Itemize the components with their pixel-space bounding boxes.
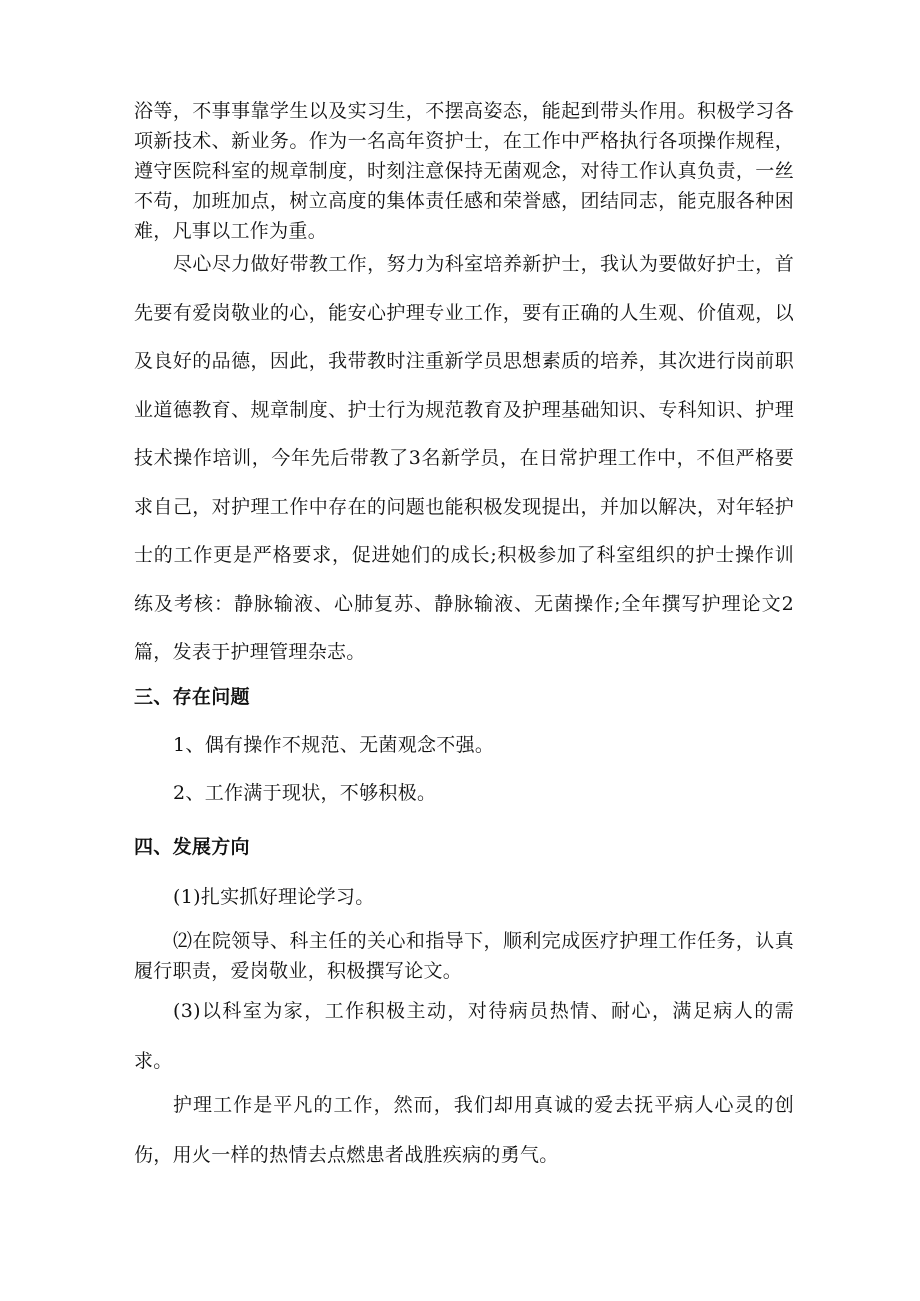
list-item-direction-3: (3)以科室为家，工作积极主动，对待病员热情、耐心，满足病人的需求。	[134, 1000, 794, 1072]
paragraph-teaching: 尽心尽力做好带教工作，努力为科室培养新护士，我认为要做好护士，首先要有爱岗敬业的心，能安心护理专业工作，要有正确的人生观、价值观，以及良好的品德，因此，我带教时注重新学员思想素质的培养，其次进行岗前职业道德教育、规章制度、护士行为规范教育及护理基础知识、专科知识、护理技术操作培训，今年先后带教了3名新学员，在日常护理工作中，不但严格要求自己，对护理工作中存在的问题也能积极发现提出，并加以解决，对年轻护士的工作更是严格要求，促进她们的成长;积极参加了科室组织的护士操作训练及考核：静脉输液、心肺复苏、静脉输液、无菌操作;全年撰写护理论文2篇，发表于护理管理杂志。	[134, 253, 794, 663]
section-heading-problems: 三、存在问题	[134, 686, 250, 708]
list-item-problem-2: 2、工作满于现状，不够积极。	[173, 782, 437, 804]
list-item-problem-1: 1、偶有操作不规范、无菌观念不强。	[173, 734, 495, 756]
paragraph-closing: 护理工作是平凡的工作，然而，我们却用真诚的爱去抚平病人心灵的创伤，用火一样的热情去点燃患者战胜疾病的勇气。	[134, 1094, 794, 1166]
list-item-direction-1: (1)扎实抓好理论学习。	[173, 886, 375, 908]
paragraph-continuation: 浴等，不事事靠学生以及实习生，不摆高姿态，能起到带头作用。积极学习各项新技术、新业务。作为一名高年资护士，在工作中严格执行各项操作规程，遵守医院科室的规章制度，时刻注意保持无菌观念，对待工作认真负责，一丝不苟，加班加点，树立高度的集体责任感和荣誉感，团结同志，能克服各种困难，凡事以工作为重。	[134, 100, 794, 242]
section-heading-development: 四、发展方向	[134, 836, 250, 858]
list-item-direction-2: ⑵在院领导、科主任的关心和指导下，顺利完成医疗护理工作任务，认真履行职责，爱岗敬业，积极撰写论文。	[134, 930, 794, 982]
